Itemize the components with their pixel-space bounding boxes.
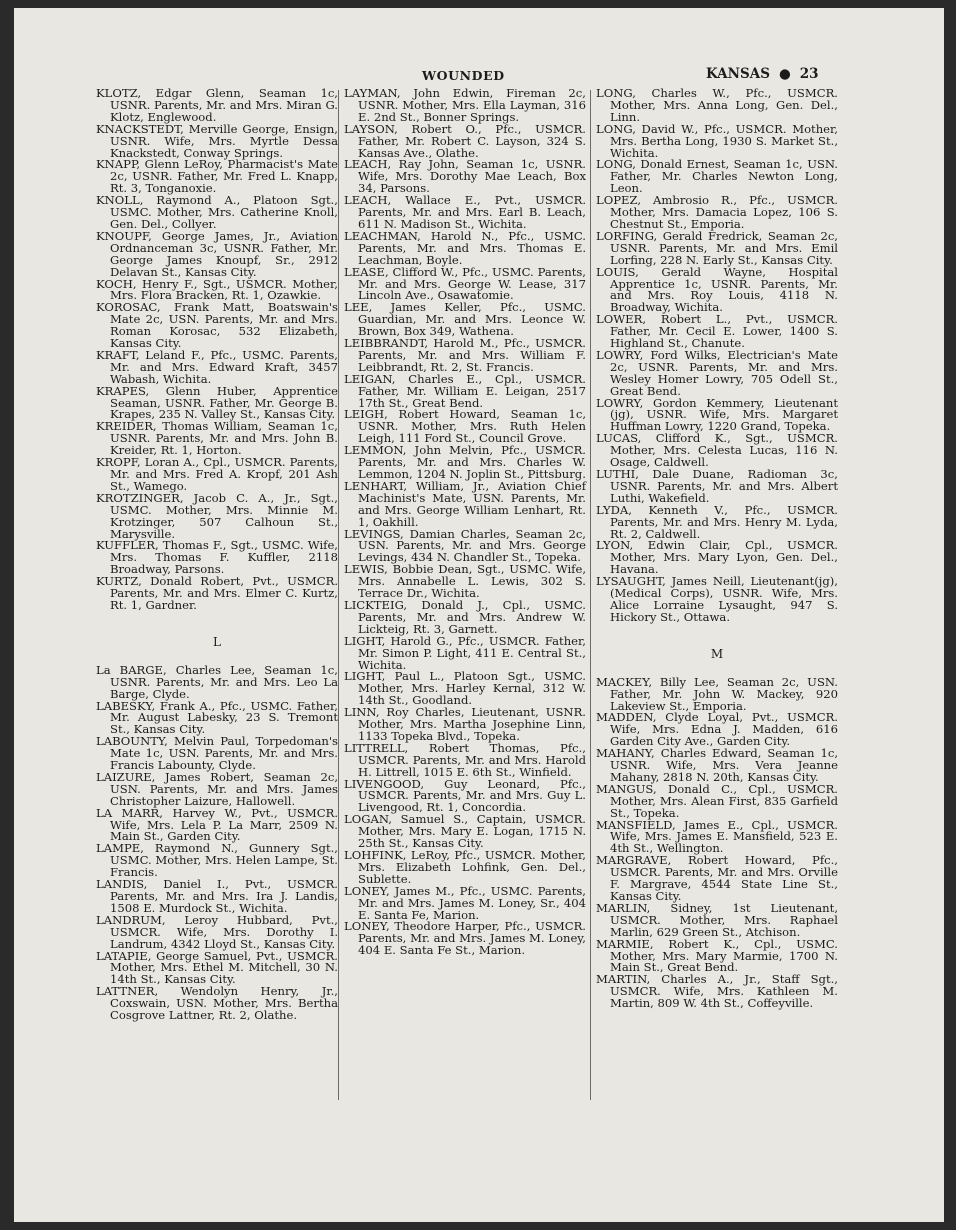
casualty-entry: KROPF, Loran A., Cpl., USMCR. Parents, Mr. and Mrs. Fred A. Kropf, 201 Ash St., Wamego.: [96, 455, 338, 493]
casualty-entry: KOCH, Henry F., Sgt., USMCR. Mother, Mrs. Flora Bracken, Rt. 1, Ozawkie.: [96, 276, 338, 303]
casualty-entry: LYDA, Kenneth V., Pfc., USMCR. Parents, Mr. and Mrs. Henry M. Lyda, Rt. 2, Caldwell.: [596, 502, 838, 541]
column-divider: [338, 90, 339, 1100]
casualty-entry: MARLIN, Sidney, 1st Lieutenant, USMCR. Mother, Mrs. Raphael Marlin, 629 Green St., Atchison.: [596, 900, 838, 939]
column-2: [344, 88, 586, 957]
casualty-entry: LYSAUGHT, James Neill, Lieutenant(jg), (Medical Corps), USNR. Wife, Mrs. Alice Lorraine Lysaught, 947 S. Hickory St., Ottawa.: [596, 574, 838, 624]
casualty-entry: KNOUPF, George James, Jr., Aviation Ordnanceman 3c, USNR. Father, Mr. George James Knoupf, Sr., 2912 Delavan St., Kansas City.: [96, 228, 338, 279]
casualty-entry: KOROSAC, Frank Matt, Boatswain's Mate 2c, USN. Parents, Mr. and Mrs. Roman Korosac, 532 Elizabeth, Kansas City.: [96, 300, 338, 351]
casualty-entry: LIVENGOOD, Guy Leonard, Pfc., USMCR. Parents, Mr. and Mrs. Guy L. Livengood, Rt. 1, Concordia.: [344, 776, 586, 815]
casualty-entry: LIGHT, Paul L., Platoon Sgt., USMC. Mother, Mrs. Harley Kernal, 312 W. 14th St., Goodland.: [344, 669, 586, 708]
casualty-entry: KURTZ, Donald Robert, Pvt., USMCR. Parents, Mr. and Mrs. Elmer C. Kurtz, Rt. 1, Gardner.: [96, 574, 338, 612]
casualty-entry: LOWRY, Ford Wilks, Electrician's Mate 2c, USNR. Parents, Mr. and Mrs. Wesley Homer Lowry, 705 Odell St., Great Bend.: [596, 347, 838, 398]
casualty-entry: MARMIE, Robert K., Cpl., USMC. Mother, Mrs. Mary Marmie, 1700 N. Main St., Great Bend.: [596, 936, 838, 975]
section-letter: L: [213, 634, 221, 649]
document-page: [14, 8, 944, 1222]
casualty-entry: MANSFIELD, James E., Cpl., USMCR. Wife, Mrs. James E. Mansfield, 523 E. 4th St., Wellington.: [596, 817, 838, 856]
casualty-entry: LUCAS, Clifford K., Sgt., USMCR. Mother, Mrs. Celesta Lucas, 116 N. Osage, Caldwell.: [596, 431, 838, 470]
casualty-entry: LITTRELL, Robert Thomas, Pfc., USMCR. Parents, Mr. and Mrs. Harold H. Littrell, 1015 E. 6th St., Winfield.: [344, 740, 586, 779]
casualty-entry: LIGHT, Harold G., Pfc., USMCR. Father, Mr. Simon P. Light, 411 E. Central St., Wichita.: [344, 633, 586, 672]
casualty-entry: KNOLL, Raymond A., Platoon Sgt., USMC. Mother, Mrs. Catherine Knoll, Gen. Del., Collyer.: [96, 193, 338, 231]
bullet-icon: ●: [778, 66, 791, 82]
casualty-entry: LONG, David W., Pfc., USMCR. Mother, Mrs. Bertha Long, 1930 S. Market St., Wichita.: [596, 121, 838, 160]
casualty-entry: LEACH, Ray John, Seaman 1c, USNR. Wife, Mrs. Dorothy Mae Leach, Box 34, Parsons.: [344, 157, 586, 196]
casualty-entry: LATTNER, Wendolyn Henry, Jr., Coxswain, USN. Mother, Mrs. Bertha Cosgrove Lattner, Rt. 2, Olathe.: [96, 984, 338, 1023]
casualty-entry: LABOUNTY, Melvin Paul, Torpedoman's Mate 1c, USN. Parents, Mr. and Mrs. Francis Labounty, Clyde.: [96, 734, 338, 773]
casualty-entry: LANDIS, Daniel I., Pvt., USMCR. Parents, Mr. and Mrs. Ira J. Landis, 1508 E. Murdock St., Wichita.: [96, 877, 338, 915]
column-3: [596, 88, 838, 1010]
section-letter: M: [710, 646, 724, 661]
casualty-entry: LOWRY, Gordon Kemmery, Lieutenant (jg), USNR. Wife, Mrs. Margaret Huffman Lowry, 1220 Grand, Topeka.: [596, 395, 838, 434]
casualty-entry: LEACH, Wallace E., Pvt., USMCR. Parents, Mr. and Mrs. Earl B. Leach, 611 N. Madison St., Wichita.: [344, 193, 586, 231]
column-divider: [590, 90, 591, 1100]
casualty-entry: MARGRAVE, Robert Howard, Pfc., USMCR. Parents, Mr. and Mrs. Orville F. Margrave, 4544 State Line St., Kansas City.: [596, 853, 838, 903]
casualty-entry: LEE, James Keller, Pfc., USMC. Guardian, Mr. and Mrs. Leonce W. Brown, Box 349, Wathena.: [344, 300, 586, 339]
casualty-entry: LONEY, Theodore Harper, Pfc., USMCR. Parents, Mr. and Mrs. James M. Loney, 404 E. Santa Fe St., Marion.: [344, 919, 586, 958]
casualty-entry: LOGAN, Samuel S., Captain, USMCR. Mother, Mrs. Mary E. Logan, 1715 N. 25th St., Kansas City.: [344, 812, 586, 851]
casualty-entry: KREIDER, Thomas William, Seaman 1c, USNR. Parents, Mr. and Mrs. John B. Kreider, Rt. 1, Horton.: [96, 419, 338, 458]
casualty-entry: MAHANY, Charles Edward, Seaman 1c, USNR. Wife, Mrs. Vera Jeanne Mahany, 2818 N. 20th, Kansas City.: [596, 746, 838, 784]
casualty-entry: MANGUS, Donald C., Cpl., USMCR. Mother, Mrs. Alean First, 835 Garfield St., Topeka.: [596, 781, 838, 820]
casualty-entry: MACKEY, Billy Lee, Seaman 2c, USN. Father, Mr. John W. Mackey, 920 Lakeview St., Emporia.: [596, 674, 838, 713]
running-head: [706, 66, 819, 82]
casualty-entry: LABESKY, Frank A., Pfc., USMC. Father, Mr. August Labesky, 23 S. Tremont St., Kansas City.: [96, 698, 338, 737]
casualty-entry: LYON, Edwin Clair, Cpl., USMCR. Mother, Mrs. Mary Lyon, Gen. Del., Havana.: [596, 538, 838, 577]
casualty-entry: LEMMON, John Melvin, Pfc., USMCR. Parents, Mr. and Mrs. Charles W. Lemmon, 1204 N. Joplin St., Pittsburg.: [344, 443, 586, 481]
casualty-entry: LEIGH, Robert Howard, Seaman 1c, USNR. Mother, Mrs. Ruth Helen Leigh, 111 Ford St., Council Grove.: [344, 407, 586, 446]
casualty-entry: KNAPP, Glenn LeRoy, Pharmacist's Mate 2c, USNR. Father, Mr. Fred L. Knapp, Rt. 3, Tonganoxie.: [96, 157, 338, 196]
casualty-entry: KLOTZ, Edgar Glenn, Seaman 1c, USNR. Parents, Mr. and Mrs. Miran G. Klotz, Englewood.: [96, 86, 338, 124]
casualty-entry: KRAFT, Leland F., Pfc., USMC. Parents, Mr. and Mrs. Edward Kraft, 3457 Wabash, Wichita.: [96, 347, 338, 386]
casualty-entry: LOWER, Robert L., Pvt., USMCR. Father, Mr. Cecil E. Lower, 1400 S. Highland St., Chanute.: [596, 312, 838, 351]
casualty-entry: LAMPE, Raymond N., Gunnery Sgt., USMC. Mother, Mrs. Helen Lampe, St. Francis.: [96, 841, 338, 880]
casualty-entry: KRAPES, Glenn Huber, Apprentice Seaman, USNR. Father, Mr. George B. Krapes, 235 N. Valley St., Kansas City.: [96, 383, 338, 422]
casualty-entry: LEVINGS, Damian Charles, Seaman 2c, USN. Parents, Mr. and Mrs. George Levings, 434 N. Chandler St., Topeka.: [344, 526, 586, 565]
casualty-entry: LORFING, Gerald Fredrick, Seaman 2c, USNR. Parents, Mr. and Mrs. Emil Lorfing, 228 N. Early St., Kansas City.: [596, 228, 838, 267]
casualty-entry: LAYMAN, John Edwin, Fireman 2c, USNR. Mother, Mrs. Ella Layman, 316 E. 2nd St., Bonner Springs.: [344, 86, 586, 124]
casualty-entry: LENHART, William, Jr., Aviation Chief Machinist's Mate, USN. Parents, Mr. and Mrs. George William Lenhart, Rt. 1, Oakhill.: [344, 478, 586, 529]
casualty-entry: MARTIN, Charles A., Jr., Staff Sgt., USMCR. Wife, Mrs. Kathleen M. Martin, 809 W. 4th St., Coffeyville.: [596, 972, 838, 1011]
section-heading: WOUNDED: [422, 68, 505, 83]
casualty-entry: KNACKSTEDT, Merville George, Ensign, USNR. Wife, Mrs. Myrtle Dessa Knackstedt, Conway Springs.: [96, 121, 338, 160]
casualty-entry: LEACHMAN, Harold N., Pfc., USMC. Parents, Mr. and Mrs. Thomas E. Leachman, Boyle.: [344, 228, 586, 267]
casualty-entry: LA MARR, Harvey W., Pvt., USMCR. Wife, Mrs. Lela P. La Marr, 2509 N. Main St., Garden City.: [96, 805, 338, 844]
state-heading: KANSAS: [706, 66, 770, 82]
column-1: [96, 88, 338, 1022]
casualty-entry: LUTHI, Dale Duane, Radioman 3c, USNR. Parents, Mr. and Mrs. Albert Luthi, Wakefield.: [596, 467, 838, 505]
casualty-entry: LONG, Donald Ernest, Seaman 1c, USN. Father, Mr. Charles Newton Long, Leon.: [596, 157, 838, 196]
casualty-entry: LATAPIE, George Samuel, Pvt., USMCR. Mother, Mrs. Ethel M. Mitchell, 30 N. 14th St., Kansas City.: [96, 948, 338, 987]
casualty-entry: LEIGAN, Charles E., Cpl., USMCR. Father, Mr. William E. Leigan, 2517 17th St., Great Bend.: [344, 371, 586, 410]
casualty-entry: KUFFLER, Thomas F., Sgt., USMC. Wife, Mrs. Thomas F. Kuffler, 2118 Broadway, Parsons.: [96, 538, 338, 577]
casualty-entry: LOUIS, Gerald Wayne, Hospital Apprentice 1c, USNR. Parents, Mr. and Mrs. Roy Louis, 4118 N. Broadway, Wichita.: [596, 264, 838, 315]
casualty-entry: La BARGE, Charles Lee, Seaman 1c, USNR. Parents, Mr. and Mrs. Leo La Barge, Clyde.: [96, 662, 338, 701]
casualty-entry: KROTZINGER, Jacob C. A., Jr., Sgt., USMC. Mother, Mrs. Minnie M. Krotzinger, 507 Calhoun St., Marysville.: [96, 490, 338, 541]
casualty-entry: MADDEN, Clyde Loyal, Pvt., USMCR. Wife, Mrs. Edna J. Madden, 616 Garden City Ave., Garden City.: [596, 710, 838, 749]
page-number: 23: [799, 66, 819, 82]
casualty-entry: LOPEZ, Ambrosio R., Pfc., USMCR. Mother, Mrs. Damacia Lopez, 106 S. Chestnut St., Emporia.: [596, 193, 838, 231]
casualty-entry: LAYSON, Robert O., Pfc., USMCR. Father, Mr. Robert C. Layson, 324 S. Kansas Ave., Olathe.: [344, 121, 586, 160]
casualty-entry: LICKTEIG, Donald J., Cpl., USMC. Parents, Mr. and Mrs. Andrew W. Lickteig, Rt. 3, Garnett.: [344, 597, 586, 636]
casualty-entry: LINN, Roy Charles, Lieutenant, USNR. Mother, Mrs. Martha Josephine Linn, 1133 Topeka Blvd., Topeka.: [344, 705, 586, 743]
casualty-entry: LEIBBRANDT, Harold M., Pfc., USMCR. Parents, Mr. and Mrs. William F. Leibbrandt, Rt. 2, St. Francis.: [344, 336, 586, 374]
casualty-entry: LAIZURE, James Robert, Seaman 2c, USN. Parents, Mr. and Mrs. James Christopher Laizure, Hallowell.: [96, 769, 338, 808]
casualty-entry: LEWIS, Bobbie Dean, Sgt., USMC. Wife, Mrs. Annabelle L. Lewis, 302 S. Terrace Dr., Wichita.: [344, 562, 586, 601]
casualty-entry: LONEY, James M., Pfc., USMC. Parents, Mr. and Mrs. James M. Loney, Sr., 404 E. Santa Fe, Marion.: [344, 883, 586, 922]
casualty-entry: LEASE, Clifford W., Pfc., USMC. Parents, Mr. and Mrs. George W. Lease, 317 Lincoln Ave., Osawatomie.: [344, 264, 586, 303]
casualty-entry: LOHFINK, LeRoy, Pfc., USMCR. Mother, Mrs. Elizabeth Lohfink, Gen. Del., Sublette.: [344, 848, 586, 886]
casualty-entry: LONG, Charles W., Pfc., USMCR. Mother, Mrs. Anna Long, Gen. Del., Linn.: [596, 86, 838, 124]
casualty-entry: LANDRUM, Leroy Hubbard, Pvt., USMCR. Wife, Mrs. Dorothy I. Landrum, 4342 Lloyd St., Kansas City.: [96, 912, 338, 951]
